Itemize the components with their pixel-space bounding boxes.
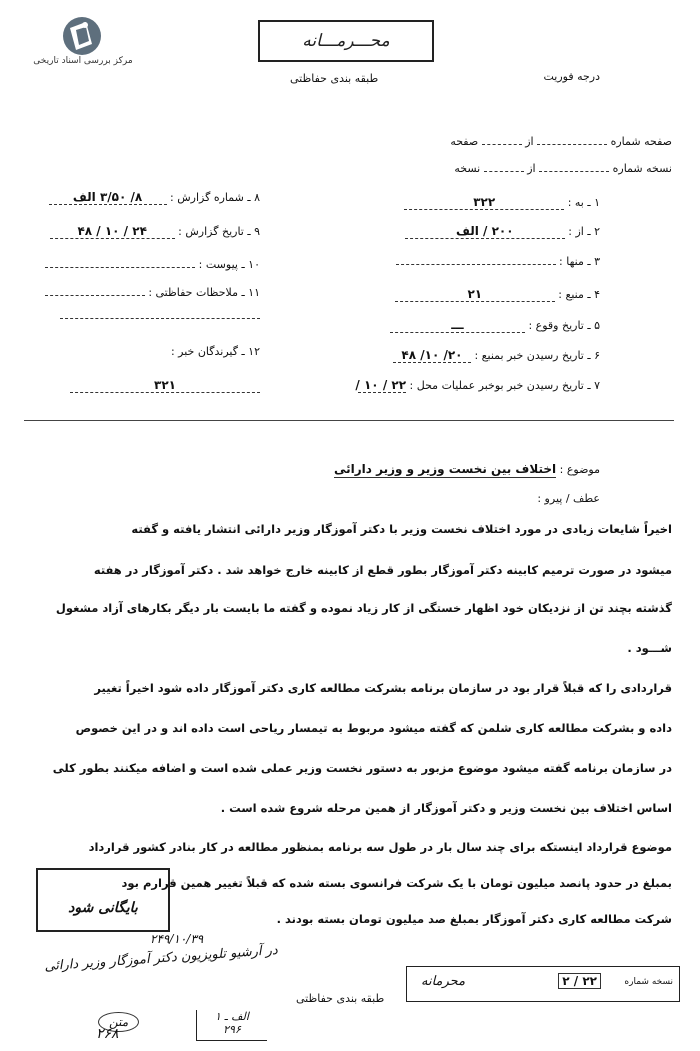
handwritten-signature: متن [98,1012,139,1032]
handwritten-number: ۲۶۸ [96,1026,119,1042]
body-line-11: شرکت مطالعه کاری دکتر آموزگار بمبلغ صد میلیون تومان بسته بودند . [276,912,672,926]
subject-row: موضوع : اختلاف بین نخست وزیر و وزیر دارائی [334,462,600,476]
body-line-4: شـــود . [627,641,672,655]
classification-label: طبقه بندی حفاظتی [290,72,379,85]
body-line-6: داده و بشرکت مطالعه کاری شلمن که گفته میشود مربوط به تیمسار ریاحی است داده اند و در این خصوص [75,721,672,735]
field-local-received-date: ۷ ـ تاریخ رسیدن خبر بوخبر عملیات محل : ۲۲ / ۱۰ / [355,378,600,392]
footer-classification-label: طبقه بندی حفاظتی [296,992,385,1005]
body-line-1: اخیراً شایعات زیادی در مورد اختلاف نخست وزیر با دکتر آموزگار وزیر دارائی انتشار یافته و گفته [131,522,672,536]
field-from: ۲ ـ از : ۲۰۰ / الف [405,224,600,239]
field-security-notes: ۱۱ ـ ملاحظات حفاظتی : [45,286,260,299]
field-source-received-date: ۶ ـ تاریخ رسیدن خبر بمنبع : ۲۰/ ۱۰/ ۴۸ [393,348,600,363]
footer-copy-label: نسخه شماره [624,977,673,987]
handwritten-ref-num: ۲۹۶ [223,1023,241,1036]
body-line-10: بمبلغ در حدود پانصد میلیون تومان با یک شرکت فرانسوی بسته شده که قبلاً تغییر همین قرارم بود [121,876,672,890]
header-separator [24,420,674,421]
subject-text: اختلاف بین نخست وزیر و وزیر دارائی [334,462,557,476]
footer-stamp-label: محرمانه [421,974,466,989]
logo-emblem-icon [56,14,106,58]
recipients-value-row: ۳۲۱ [70,378,260,393]
body-line-7: در سازمان برنامه گفته میشود موضوع مزبور به دستور نخست وزیر عملی شده است و اضافه میکنند بطور کلی [52,761,672,775]
archive-stamp [36,868,170,932]
page-number-row: صفحه شماره از صفحه [450,135,672,148]
top-confidential-stamp [258,20,434,62]
handwritten-ref-box [196,1010,267,1041]
body-line-5: قراردادی را که قبلاً قرار بود در سازمان برنامه بشرکت مطالعه کاری دکتر آموزگار داده شود اخیراً تغییر [94,681,672,695]
logo-caption: مرکز بررسی اسناد تاریخی [33,56,133,66]
field-report-number: ۸ ـ شماره گزارش : ۸/ ۳/۵۰ الف [49,190,260,205]
handwritten-note: در آرشیو تلویزیون دکتر آموزگار وزیر دارائی [43,942,279,975]
field-recipients: ۱۲ ـ گیرندگان خبر : [170,345,260,358]
handwritten-ref: الف ـ ۱ [215,1010,249,1023]
reference-label: عطف / پیرو : [537,492,600,505]
handwritten-date: ۲۴۹/۱۰/۳۹ [150,932,204,946]
field-to: ۱ ـ به : ۳۲۲ [404,195,600,210]
priority-label: درجه فوریت [543,70,600,83]
copy-number-row: نسخه شماره از نسخه [454,162,672,175]
body-line-2: میشود در صورت ترمیم کابینه دکتر آموزگار بطور قطع از کابینه خارج خواهد شد . دکتر آموزگار در هفته [93,563,672,577]
footer-confidential-stamp [406,966,680,1002]
field-event-date: ۵ ـ تاریخ وقوع : ـــ [390,318,600,333]
body-line-9: موضوع قرارداد اینستکه برای چند سال بار در طول سه برنامه بمنظور مطالعه در کار بنادر کشور قرارداد [88,840,672,854]
field-report-date: ۹ ـ تاریخ گزارش : ۲۴ / ۱۰ / ۴۸ [50,224,260,239]
field-source: ۴ ـ منبع : ۲۱ [395,287,600,302]
archive-stamp-text: بایگانی شود [68,900,138,916]
logo [56,14,106,58]
top-confidential-stamp-text: محـــرمـــانه [302,31,390,51]
body-line-8: اساس اختلاف بین نخست وزیر و دکتر آموزگار از همین مرحله شروع شده است . [220,801,672,815]
field-minus: ۳ ـ منها : [396,255,600,268]
field-attachment: ۱۰ ـ پیوست : [45,258,260,271]
footer-page-fraction: ۲ / ۲۲ [558,973,601,989]
body-line-3: گذشته بچند تن از نزدیکان خود اظهار خستگی از کار زیاد نموده و گفته ما بایست بار دیگر بکارهای آزاد مشغول [55,601,672,615]
security-notes-line [60,318,260,319]
